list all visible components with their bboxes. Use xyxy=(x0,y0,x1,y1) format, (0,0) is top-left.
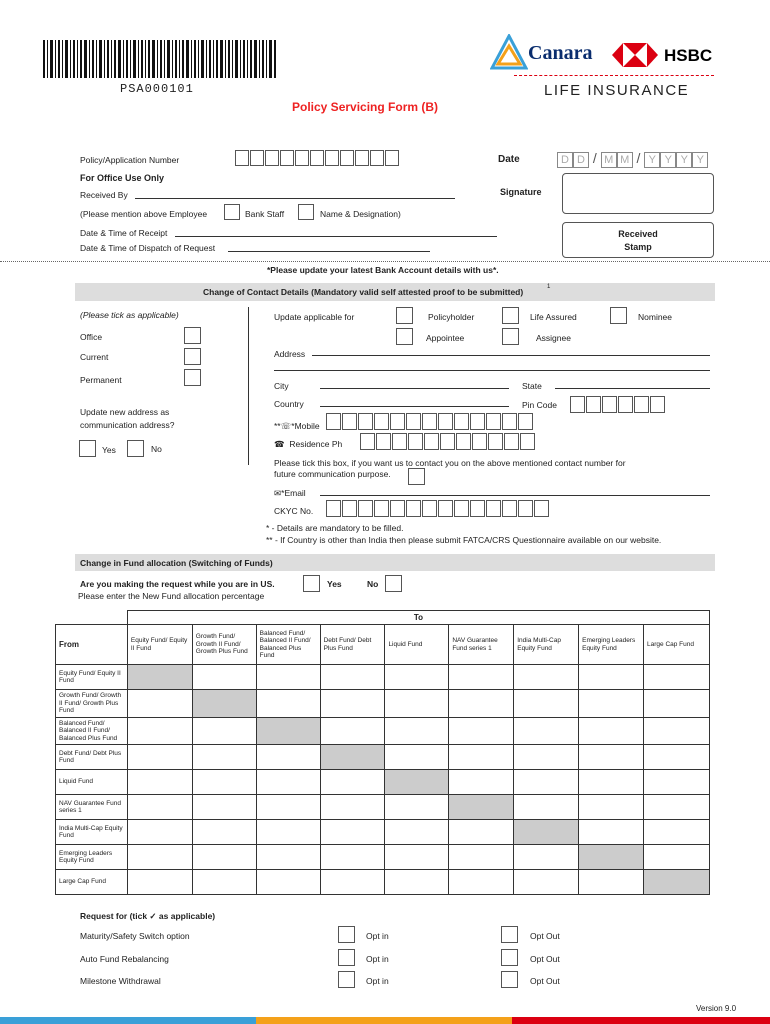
percentage-cell[interactable] xyxy=(320,770,385,795)
date-label: Date xyxy=(498,154,520,165)
phone-icon: ☎ xyxy=(274,439,285,449)
barcode xyxy=(43,40,278,80)
percentage-cell[interactable] xyxy=(514,690,579,717)
percentage-cell[interactable] xyxy=(579,665,644,690)
table-row xyxy=(56,845,710,870)
percentage-cell[interactable] xyxy=(449,745,514,770)
comm-yes-label: Yes xyxy=(102,445,116,455)
milestone-opt-out-checkbox[interactable] xyxy=(501,971,518,988)
ckyc-label: CKYC No. xyxy=(274,506,314,516)
signature-label: Signature xyxy=(500,187,542,197)
disabled-cell xyxy=(579,845,644,870)
date-cell: D xyxy=(557,152,573,168)
percentage-cell[interactable] xyxy=(320,820,385,845)
role-life-assured: Life Assured xyxy=(530,312,577,322)
date-cell: Y xyxy=(692,152,708,168)
disabled-cell xyxy=(192,690,256,717)
percentage-cell[interactable] xyxy=(256,745,320,770)
opt-in-label: Opt in xyxy=(366,954,389,964)
mobile-label: Mobile xyxy=(294,421,320,431)
residence-label-row xyxy=(274,439,342,450)
received-by-label: Received By xyxy=(80,190,128,200)
percentage-cell[interactable] xyxy=(320,717,385,744)
percentage-cell[interactable] xyxy=(127,820,192,845)
role-appointee: Appointee xyxy=(426,333,465,343)
percentage-cell[interactable] xyxy=(514,717,579,744)
maturity-opt-in-checkbox[interactable] xyxy=(338,926,355,943)
percentage-cell[interactable] xyxy=(127,770,192,795)
percentage-cell[interactable] xyxy=(514,745,579,770)
column-header: Growth Fund/ Growth II Fund/ Growth Plus Fund xyxy=(192,625,256,665)
percentage-cell[interactable] xyxy=(320,795,385,820)
percentage-cell[interactable] xyxy=(644,795,710,820)
percentage-cell[interactable] xyxy=(256,665,320,690)
consent-line2: future communication purpose. xyxy=(274,469,391,479)
table-row xyxy=(56,665,710,690)
address-line-1[interactable] xyxy=(312,355,710,356)
mobile-prefix: ** xyxy=(274,421,281,431)
rebalancing-opt-in-checkbox[interactable] xyxy=(338,949,355,966)
date-cell: Y xyxy=(644,152,660,168)
percentage-cell[interactable] xyxy=(256,795,320,820)
column-header: Debt Fund/ Debt Plus Fund xyxy=(320,625,385,665)
column-header: Emerging Leaders Equity Fund xyxy=(579,625,644,665)
city-label: City xyxy=(274,381,289,391)
percentage-cell[interactable] xyxy=(449,717,514,744)
consent-checkbox[interactable] xyxy=(408,468,425,485)
disabled-cell xyxy=(385,770,449,795)
office-checkbox[interactable] xyxy=(184,327,201,344)
us-yes-label: Yes xyxy=(327,579,342,589)
email-line[interactable] xyxy=(320,495,710,496)
requests-title: Request for (tick ✓ as applicable) xyxy=(80,911,216,921)
percentage-cell[interactable] xyxy=(644,820,710,845)
percentage-cell[interactable] xyxy=(449,820,514,845)
email-label-row: ✉*Email xyxy=(274,488,306,498)
request-item: Maturity/Safety Switch option xyxy=(80,931,190,941)
policyholder-checkbox[interactable] xyxy=(396,307,413,324)
percentage-cell[interactable] xyxy=(256,845,320,870)
percentage-cell[interactable] xyxy=(644,845,710,870)
form-title: Policy Servicing Form (B) xyxy=(292,100,439,114)
column-header: India Multi-Cap Equity Fund xyxy=(514,625,579,665)
row-header: NAV Guarantee Fund series 1 xyxy=(56,795,128,820)
barcode-text: PSA000101 xyxy=(120,82,194,96)
percentage-cell[interactable] xyxy=(256,870,320,895)
us-no-checkbox[interactable] xyxy=(385,575,402,592)
disabled-cell xyxy=(320,745,385,770)
dispatch-line[interactable] xyxy=(228,251,430,252)
table-row xyxy=(56,745,710,770)
percentage-cell[interactable] xyxy=(579,745,644,770)
row-header: India Multi-Cap Equity Fund xyxy=(56,820,128,845)
ckyc-cells[interactable] xyxy=(326,500,550,517)
partner-name: HSBC xyxy=(664,46,713,65)
policy-number-cells[interactable] xyxy=(235,150,400,166)
percentage-cell[interactable] xyxy=(514,795,579,820)
percentage-cell[interactable] xyxy=(579,820,644,845)
percentage-cell[interactable] xyxy=(256,820,320,845)
percentage-cell[interactable] xyxy=(127,795,192,820)
hsbc-hexagon-icon xyxy=(612,43,658,67)
comm-no-checkbox[interactable] xyxy=(127,440,144,457)
name-designation-checkbox[interactable] xyxy=(298,204,314,220)
residence-cells[interactable] xyxy=(360,433,536,450)
percentage-cell[interactable] xyxy=(385,820,449,845)
percentage-cell[interactable] xyxy=(192,717,256,744)
request-item: Milestone Withdrawal xyxy=(80,976,161,986)
to-header: To xyxy=(127,611,709,625)
role-nominee: Nominee xyxy=(638,312,673,322)
percentage-cell[interactable] xyxy=(385,690,449,717)
address-type-office: Office xyxy=(80,332,103,342)
pincode-label: Pin Code xyxy=(522,400,557,410)
from-header: From xyxy=(56,625,128,665)
percentage-cell[interactable] xyxy=(192,745,256,770)
us-yes-checkbox[interactable] xyxy=(303,575,320,592)
comm-yes-checkbox[interactable] xyxy=(79,440,96,457)
percentage-cell[interactable] xyxy=(449,845,514,870)
received-stamp-box xyxy=(562,222,714,258)
country-label: Country xyxy=(274,399,304,409)
update-for-label: Update applicable for xyxy=(274,312,355,322)
address-type-current: Current xyxy=(80,352,109,362)
percentage-cell[interactable] xyxy=(514,770,579,795)
milestone-opt-in-checkbox[interactable] xyxy=(338,971,355,988)
percentage-hint: Please enter the New Fund allocation percentage xyxy=(78,591,265,601)
logo-divider xyxy=(514,75,714,76)
opt-out-label: Opt Out xyxy=(530,931,560,941)
opt-in-label: Opt in xyxy=(366,931,389,941)
receipt-label: Date & Time of Receipt xyxy=(80,228,168,238)
nominee-checkbox[interactable] xyxy=(610,307,627,324)
percentage-cell[interactable] xyxy=(127,717,192,744)
footer-bar-red xyxy=(512,1017,770,1024)
percentage-cell[interactable] xyxy=(644,717,710,744)
percentage-cell[interactable] xyxy=(579,690,644,717)
email-icon: ✉ xyxy=(274,488,282,498)
subtitle: LIFE INSURANCE xyxy=(544,82,690,99)
address-label: Address xyxy=(274,349,306,359)
percentage-cell[interactable] xyxy=(514,665,579,690)
table-row xyxy=(56,717,710,744)
role-assignee: Assignee xyxy=(536,333,571,343)
column-header: Equity Fund/ Equity II Fund xyxy=(127,625,192,665)
column-header: Large Cap Fund xyxy=(644,625,710,665)
percentage-cell[interactable] xyxy=(385,745,449,770)
received-stamp-line2: Stamp xyxy=(624,241,652,252)
percentage-cell[interactable] xyxy=(579,770,644,795)
percentage-cell[interactable] xyxy=(514,845,579,870)
table-row xyxy=(56,795,710,820)
percentage-cell[interactable] xyxy=(644,770,710,795)
date-input[interactable]: D D / M M / Y Y Y Y xyxy=(557,150,708,168)
signature-box[interactable] xyxy=(562,173,714,214)
fund-section-header xyxy=(75,554,715,571)
office-use-label: For Office Use Only xyxy=(80,173,165,183)
note-mandatory: * - Details are mandatory to be filled. xyxy=(266,523,404,533)
disabled-cell xyxy=(449,795,514,820)
current-checkbox[interactable] xyxy=(184,348,201,365)
percentage-cell[interactable] xyxy=(192,665,256,690)
comm-no-label: No xyxy=(151,444,162,454)
rebalancing-opt-out-checkbox[interactable] xyxy=(501,949,518,966)
percentage-cell[interactable] xyxy=(192,820,256,845)
contact-section-header xyxy=(75,283,715,301)
date-cell: D xyxy=(573,152,589,168)
percentage-cell[interactable] xyxy=(579,870,644,895)
email-label: Email xyxy=(284,488,306,498)
tick-hint: (Please tick as applicable) xyxy=(80,310,179,320)
mention-label: (Please mention above Employee xyxy=(80,209,208,219)
percentage-cell[interactable] xyxy=(644,745,710,770)
percentage-cell[interactable] xyxy=(127,845,192,870)
percentage-cell[interactable] xyxy=(579,795,644,820)
percentage-cell[interactable] xyxy=(320,845,385,870)
update-comm-line2: communication address? xyxy=(80,420,175,430)
mobile-icon: ☏ xyxy=(280,421,292,431)
date-cell: Y xyxy=(676,152,692,168)
percentage-cell[interactable] xyxy=(514,870,579,895)
mobile-label-row: **☏*Mobile xyxy=(274,421,320,431)
percentage-cell[interactable] xyxy=(644,665,710,690)
disabled-cell xyxy=(256,717,320,744)
percentage-cell[interactable] xyxy=(192,870,256,895)
note-fatca: ** - If Country is other than India then please submit FATCA/CRS Questionnaire available on our website. xyxy=(266,535,662,545)
canara-logo-icon xyxy=(490,34,528,76)
percentage-cell[interactable] xyxy=(644,690,710,717)
percentage-cell[interactable] xyxy=(192,770,256,795)
policy-number-label: Policy/Application Number xyxy=(80,155,180,165)
percentage-cell[interactable] xyxy=(127,870,192,895)
percentage-cell[interactable] xyxy=(385,870,449,895)
state-line[interactable] xyxy=(555,388,710,389)
contact-divider xyxy=(248,307,249,465)
column-header: Balanced Fund/ Balanced II Fund/ Balanced Plus Fund xyxy=(256,625,320,665)
corner-cell xyxy=(56,611,128,625)
row-header: Equity Fund/ Equity II Fund xyxy=(56,665,128,690)
permanent-checkbox[interactable] xyxy=(184,369,201,386)
table-row xyxy=(56,870,710,895)
percentage-cell[interactable] xyxy=(127,690,192,717)
disabled-cell xyxy=(127,665,192,690)
address-line-2[interactable] xyxy=(274,370,710,371)
bank-notice: *Please update your latest Bank Account details with us*. xyxy=(267,265,499,275)
disabled-cell xyxy=(514,820,579,845)
maturity-opt-out-checkbox[interactable] xyxy=(501,926,518,943)
column-header: NAV Guarantee Fund series 1 xyxy=(449,625,514,665)
name-designation-label: Name & Designation) xyxy=(320,209,401,219)
row-header: Liquid Fund xyxy=(56,770,128,795)
brand-name: Canara xyxy=(528,42,593,64)
percentage-cell[interactable] xyxy=(192,845,256,870)
fund-section-title: Change in Fund allocation (Switching of Funds) xyxy=(80,558,273,568)
row-header: Large Cap Fund xyxy=(56,870,128,895)
date-cell: Y xyxy=(660,152,676,168)
opt-out-label: Opt Out xyxy=(530,954,560,964)
opt-in-label: Opt in xyxy=(366,976,389,986)
percentage-cell[interactable] xyxy=(385,717,449,744)
received-stamp-line1: Received xyxy=(618,229,658,239)
percentage-cell[interactable] xyxy=(449,770,514,795)
opt-out-label: Opt Out xyxy=(530,976,560,986)
percentage-cell[interactable] xyxy=(579,717,644,744)
address-type-permanent: Permanent xyxy=(80,375,122,385)
date-cell: M xyxy=(601,152,617,168)
row-header: Emerging Leaders Equity Fund xyxy=(56,845,128,870)
percentage-cell[interactable] xyxy=(385,795,449,820)
table-row xyxy=(56,820,710,845)
row-header: Balanced Fund/ Balanced II Fund/ Balanced Plus Fund xyxy=(56,717,128,744)
received-by-line[interactable] xyxy=(135,198,455,199)
bank-staff-checkbox[interactable] xyxy=(224,204,240,220)
state-label: State xyxy=(522,381,542,391)
percentage-cell[interactable] xyxy=(449,870,514,895)
footer-bar-yellow xyxy=(256,1017,512,1024)
percentage-cell[interactable] xyxy=(320,870,385,895)
us-no-label: No xyxy=(367,579,379,589)
residence-label: Residence Ph xyxy=(289,439,343,449)
percentage-cell[interactable] xyxy=(256,770,320,795)
footer-bar-blue xyxy=(0,1017,256,1024)
separator xyxy=(0,261,770,262)
column-header: Liquid Fund xyxy=(385,625,449,665)
percentage-cell[interactable] xyxy=(320,665,385,690)
percentage-cell[interactable] xyxy=(449,690,514,717)
mobile-cells[interactable] xyxy=(326,413,534,430)
contact-section-title: Change of Contact Details (Mandatory valid self attested proof to be submitted) xyxy=(203,287,524,297)
percentage-cell[interactable] xyxy=(127,745,192,770)
table-row xyxy=(56,770,710,795)
country-line[interactable] xyxy=(320,406,509,407)
version-label: Version 9.0 xyxy=(696,1004,737,1013)
row-header: Growth Fund/ Growth II Fund/ Growth Plus Fund xyxy=(56,690,128,717)
percentage-cell[interactable] xyxy=(449,665,514,690)
contact-section-sup: 1 xyxy=(547,284,551,290)
update-comm-line1: Update new address as xyxy=(80,407,170,417)
life-assured-checkbox[interactable] xyxy=(502,307,519,324)
request-item: Auto Fund Rebalancing xyxy=(80,954,169,964)
role-policyholder: Policyholder xyxy=(428,312,475,322)
disabled-cell xyxy=(644,870,710,895)
dispatch-label: Date & Time of Dispatch of Request xyxy=(80,243,216,253)
pincode-cells[interactable] xyxy=(570,396,666,413)
consent-line1: Please tick this box, if you want us to contact you on the above mentioned contact number for xyxy=(274,458,626,468)
city-line[interactable] xyxy=(320,388,509,389)
fund-switch-table xyxy=(55,610,710,895)
percentage-cell[interactable] xyxy=(320,690,385,717)
appointee-checkbox[interactable] xyxy=(396,328,413,345)
receipt-line[interactable] xyxy=(175,236,497,237)
date-cell: M xyxy=(617,152,633,168)
bank-staff-label: Bank Staff xyxy=(245,209,285,219)
percentage-cell[interactable] xyxy=(385,665,449,690)
percentage-cell[interactable] xyxy=(385,845,449,870)
assignee-checkbox[interactable] xyxy=(502,328,519,345)
row-header: Debt Fund/ Debt Plus Fund xyxy=(56,745,128,770)
table-row xyxy=(56,690,710,717)
us-question: Are you making the request while you are in US. xyxy=(80,579,275,589)
percentage-cell[interactable] xyxy=(192,795,256,820)
percentage-cell[interactable] xyxy=(256,690,320,717)
